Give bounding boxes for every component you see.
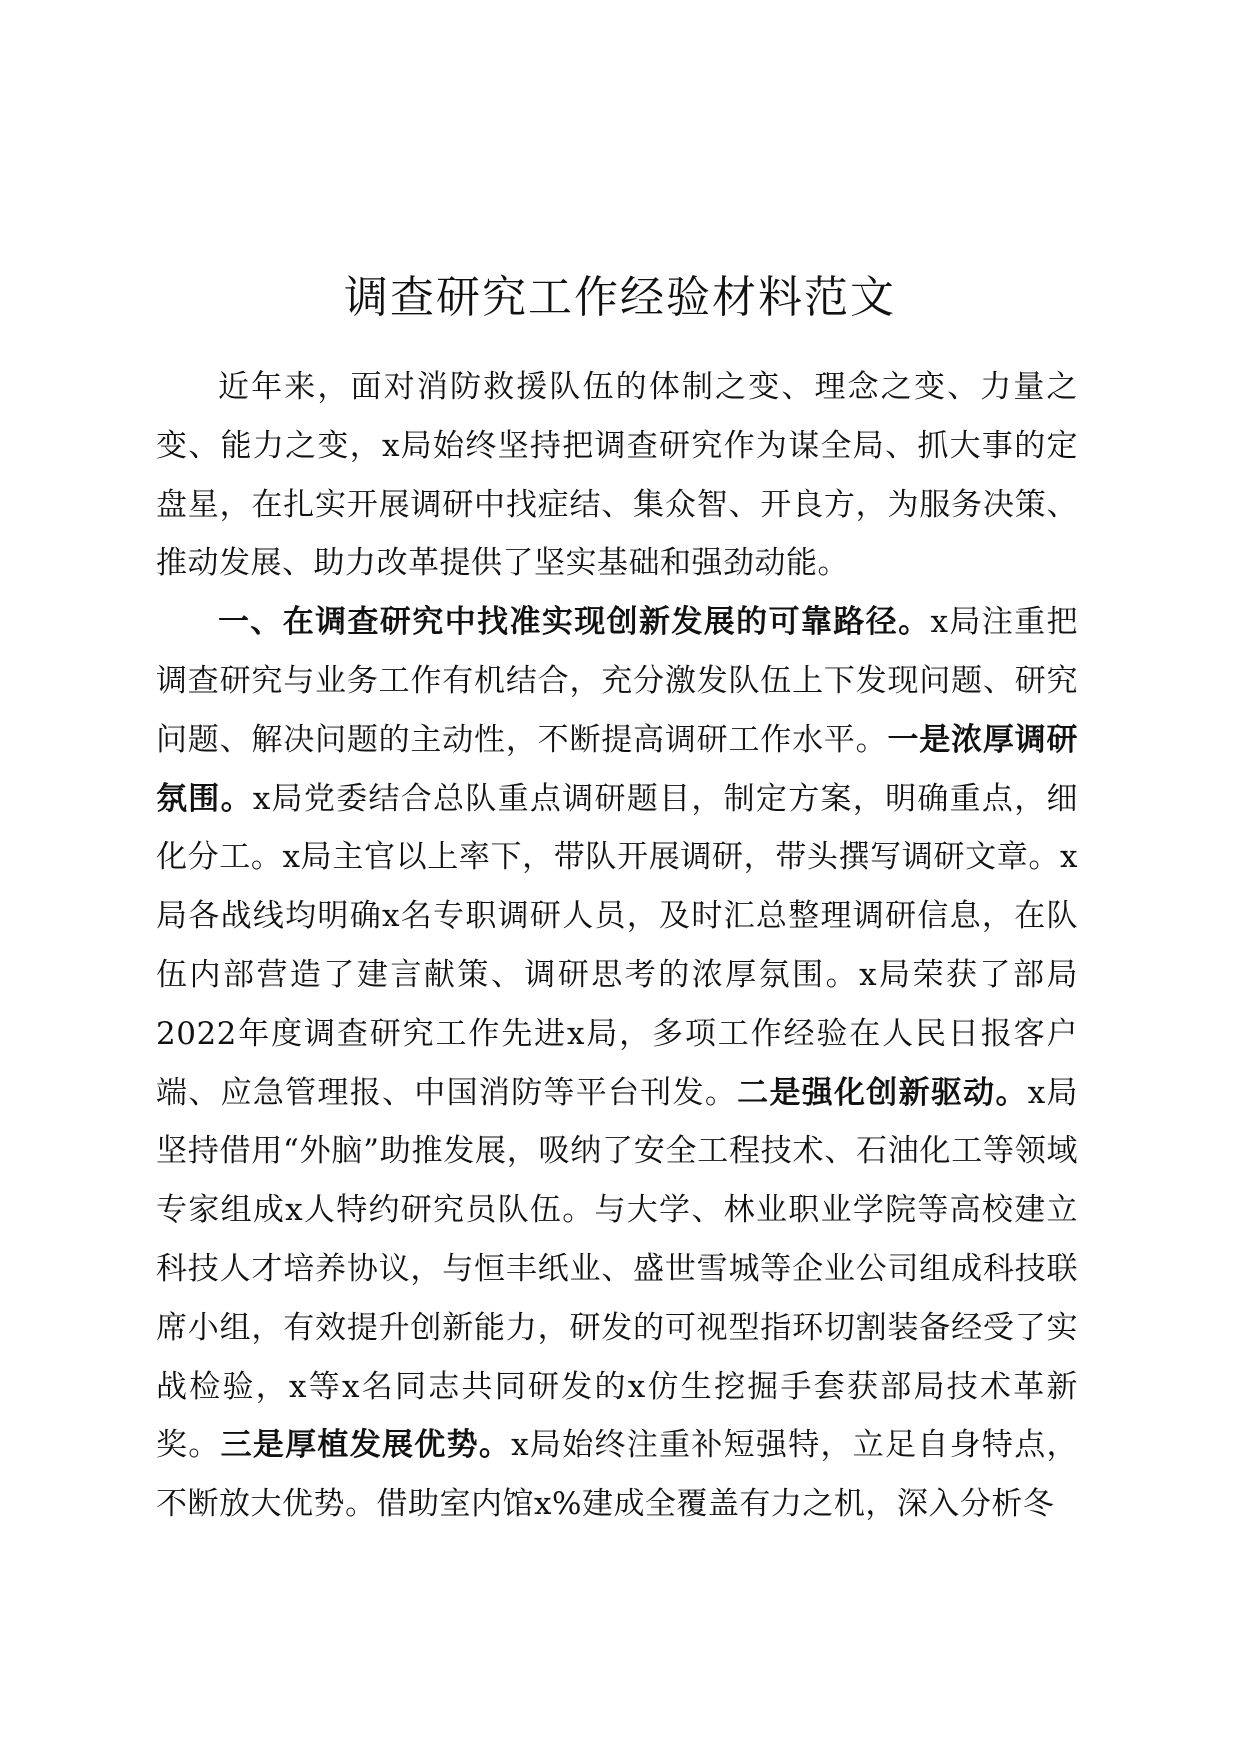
document-body [156,358,1078,1534]
document-title: 调查研究工作经验材料范文 [344,272,896,323]
point-1-text: x局党委结合总队重点调研题目，制定方案，明确重点，细化分工。x局主官以上率下，带队开展调研，带头撰写调研文章。x局各战线均明确x名专职调研人员，及时汇总整理调研信息，在队伍内部营造了建言献策、调研思考的浓厚氛围。x局荣获了部局2022年度调查研究工作先进x局，多项工作经验在人民日报客户端、应急管理报、中国消防等平台刊发。 [156,780,1078,1111]
section-1-lead: x局注重把调查研究与业务工作有机结合，充分激发队伍上下发现问题、研究问题、解决问题的主动性，不断提高调研工作水平。 [156,604,1079,758]
point-2-text: x局坚持借用“外脑”助推发展，吸纳了安全工程技术、石油化工等领域专家组成x人特约研究员队伍。与大学、林业职业学院等高校建立科技人才培养协议，与恒丰纸业、盛世雪城等企业公司组成科技联席小组，有效提升创新能力，研发的可视型指环切割装备经受了实战检验，x等x名同志共同研发的x仿生挖掘手套获部局技术革新奖。 [156,1074,1079,1464]
point-3-heading: 三是厚植发展优势。 [220,1427,512,1464]
intro-paragraph: 近年来，面对消防救援队伍的体制之变、理念之变、力量之变、能力之变，x局始终坚持把调查研究作为谋全局、抓大事的定盘星，在扎实开展调研中找症结、集众智、开良方，为服务决策、推动发展、助力改革提供了坚实基础和强劲动能。 [156,369,1078,582]
point-2-heading: 二是强化创新驱动。 [737,1074,1028,1111]
section-1-heading: 一、在调查研究中找准实现创新发展的可靠路径。 [218,604,931,641]
point-1-heading: 一是浓厚调研氛围。 [156,721,1079,817]
section-1-paragraph [156,593,1078,1534]
point-3-text: x局始终注重补短强特，立足自身特点，不断放大优势。借助室内馆x%建成全覆盖有力之机，深入分析冬 [156,1427,1079,1523]
